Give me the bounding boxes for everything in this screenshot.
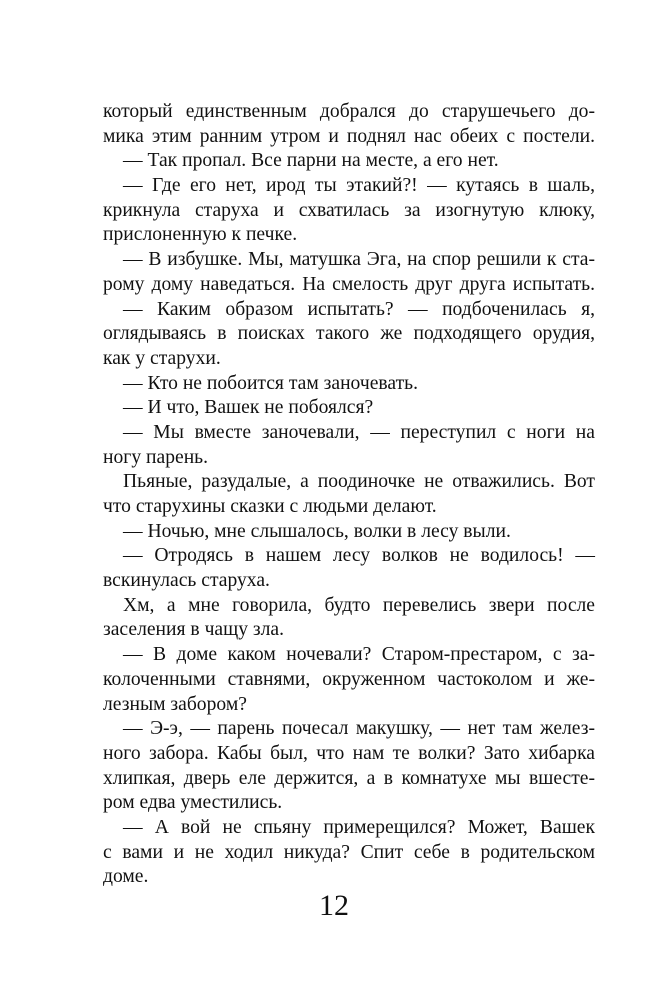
page-number: 12 xyxy=(319,889,349,922)
text-line: — Где его нет, ирод ты этакий?! — кутаясь в шаль, xyxy=(123,175,595,197)
text-line: что старухины сказки с людьми делают. xyxy=(103,496,437,517)
text-line: Пьяные, разудалые, а поодиночке не отважились. Вот xyxy=(123,471,595,493)
page-text xyxy=(103,100,595,890)
text-line: прислоненную к печке. xyxy=(103,224,298,246)
text-line: с вами и не ходил никуда? Спит себе в родительском xyxy=(103,841,595,863)
text-line: — Так пропал. Все парни на месте, а его нет. xyxy=(123,150,499,172)
text-line: вскинулась старуха. xyxy=(103,570,270,592)
text-line: ногу парень. xyxy=(103,446,209,468)
text-line: доме. xyxy=(103,866,149,888)
text-line: — Э-э, — парень почесал макушку, — нет там желез- xyxy=(123,718,595,740)
text-line: — И что, Вашек не побоялся? xyxy=(123,397,374,419)
text-line: рому дому наведаться. На смелость друг друга испытать. xyxy=(103,273,595,295)
text-line: заселения в чащу зла. xyxy=(103,619,285,641)
text-line: — Ночью, мне слышалось, волки в лесу выли. xyxy=(123,520,511,542)
text-line: оглядываясь в поисках такого же подходящего орудия, xyxy=(103,323,595,345)
text-line: — В доме каком ночевали? Старом-престаром, с за- xyxy=(123,644,595,666)
text-line: хлипкая, дверь еле держится, а в комнатухе мы вшесте- xyxy=(103,767,595,789)
text-line: крикнула старуха и схватилась за изогнутую клюку, xyxy=(103,199,595,221)
text-line: который единственным добрался до старушечьего до- xyxy=(103,101,595,122)
text-line: ного забора. Кабы был, что нам те волки? Зато хибарка xyxy=(103,742,595,764)
text-line: — Кто не побоится там заночевать. xyxy=(123,372,418,394)
text-line: Хм, а мне говорила, будто перевелись звери после xyxy=(123,594,595,616)
text-line: — В избушке. Мы, матушка Эга, на спор решили к ста- xyxy=(123,249,595,271)
text-line: мика этим ранним утром и поднял нас обеих с постели. xyxy=(103,125,595,147)
text-line: лезным забором? xyxy=(103,693,247,715)
text-line: колоченными ставнями, окруженном частоколом и же- xyxy=(103,668,595,690)
text-line: — Каким образом испытать? — подбоченилась я, xyxy=(123,298,595,320)
text-line: — Отродясь в нашем лесу волков не водилось! — xyxy=(123,545,595,567)
text-line: ром едва уместились. xyxy=(103,792,283,814)
text-line: — А вой не спьяну примерещился? Может, Вашек xyxy=(123,816,595,838)
text-line: — Мы вместе заночевали, — переступил с ноги на xyxy=(123,421,595,443)
text-line: как у старухи. xyxy=(103,347,221,369)
